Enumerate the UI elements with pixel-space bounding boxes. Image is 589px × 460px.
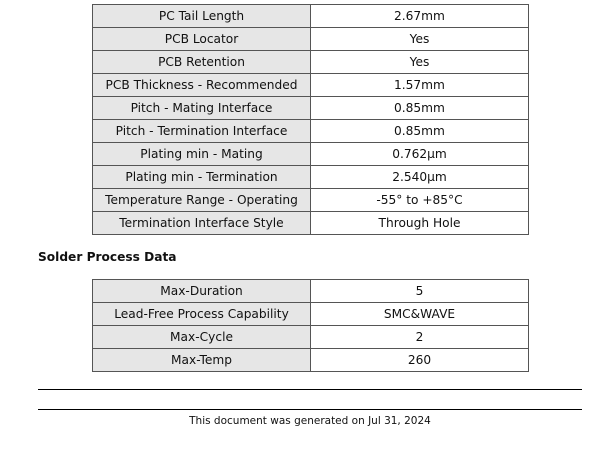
table-row — [93, 303, 529, 326]
solder-label: Max-Cycle — [93, 326, 311, 349]
spec-label: Pitch - Mating Interface — [93, 97, 311, 120]
divider — [38, 409, 582, 410]
table-row — [93, 28, 529, 51]
spec-label: PC Tail Length — [93, 5, 311, 28]
table-row — [93, 212, 529, 235]
table-row — [93, 143, 529, 166]
spec-value: 2.67mm — [311, 5, 529, 28]
table-row — [93, 326, 529, 349]
spec-label: PCB Locator — [93, 28, 311, 51]
section-heading: Solder Process Data — [38, 250, 177, 264]
table-row — [93, 5, 529, 28]
solder-value: 260 — [311, 349, 529, 372]
spec-label: Plating min - Mating — [93, 143, 311, 166]
solder-value: 2 — [311, 326, 529, 349]
spec-value: 0.85mm — [311, 120, 529, 143]
solder-value: SMC&WAVE — [311, 303, 529, 326]
divider — [38, 389, 582, 390]
spec-value: 0.85mm — [311, 97, 529, 120]
footer-text: This document was generated on Jul 31, 2024 — [189, 415, 431, 427]
table-row — [93, 189, 529, 212]
spec-value: Yes — [311, 51, 529, 74]
solder-label: Max-Temp — [93, 349, 311, 372]
solder-process-table — [92, 279, 529, 372]
spec-label: Termination Interface Style — [93, 212, 311, 235]
spec-value: Through Hole — [311, 212, 529, 235]
spec-value: Yes — [311, 28, 529, 51]
spec-value: -55° to +85°C — [311, 189, 529, 212]
spec-value: 2.540µm — [311, 166, 529, 189]
table-row — [93, 120, 529, 143]
spec-label: Temperature Range - Operating — [93, 189, 311, 212]
specs-table — [92, 4, 529, 235]
solder-label: Max-Duration — [93, 280, 311, 303]
spec-label: PCB Retention — [93, 51, 311, 74]
spec-value: 0.762µm — [311, 143, 529, 166]
table-row — [93, 97, 529, 120]
spec-value: 1.57mm — [311, 74, 529, 97]
spec-label: Plating min - Termination — [93, 166, 311, 189]
table-row — [93, 280, 529, 303]
spec-label: PCB Thickness - Recommended — [93, 74, 311, 97]
table-row — [93, 349, 529, 372]
spec-label: Pitch - Termination Interface — [93, 120, 311, 143]
table-row — [93, 166, 529, 189]
solder-label: Lead-Free Process Capability — [93, 303, 311, 326]
table-row — [93, 74, 529, 97]
table-row — [93, 51, 529, 74]
solder-value: 5 — [311, 280, 529, 303]
